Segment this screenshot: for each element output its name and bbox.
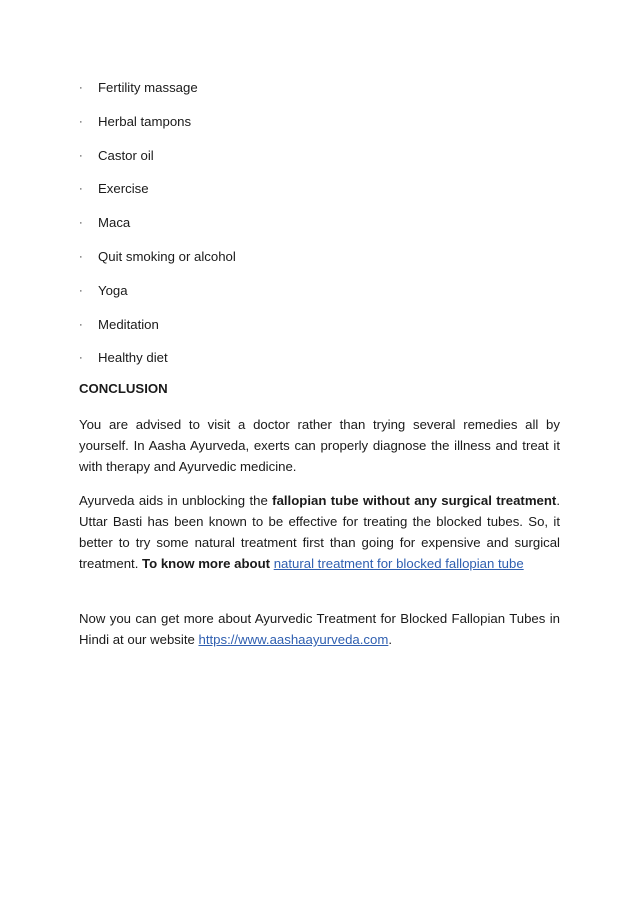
list-item-text: Exercise [98,181,149,197]
bullet-marker: · [79,250,83,263]
bullet-marker: · [79,352,83,365]
conclusion-paragraph-2 [79,490,560,574]
paragraph-text: . [388,632,393,647]
bullet-marker: · [79,318,83,331]
bullet-marker: · [79,217,83,230]
bullet-marker: · [79,82,83,94]
list-item-text: Castor oil [98,147,154,163]
paragraph-text: . Uttar Basti has been known to be effective for treating the blocked tubes. So, it better to try some natural treatment first than going for expensive and surgical treatment. [79,493,561,571]
list-item-text: Quit smoking or alcohol [98,248,236,264]
bullet-marker: · [79,183,83,196]
website-link[interactable]: https://www.aashaayurveda.com [198,632,389,647]
list-item-text: Maca [98,215,131,231]
list-item-text: Yoga [98,282,128,298]
bullet-marker: · [79,149,83,162]
conclusion-heading: CONCLUSION [79,381,168,396]
conclusion-paragraph-3 [79,608,560,650]
conclusion-paragraph-1: You are advised to visit a doctor rather than trying several remedies all by yourself. In Aasha Ayurveda, exerts can properly diagnose the illness and treat it with therapy and Ayurvedic medicine. [79,417,560,474]
list-item-text: Healthy diet [98,350,168,366]
list-item-text: Herbal tampons [98,113,192,129]
bullet-marker: · [79,284,83,297]
list-item-text: Fertility massage [98,80,198,95]
bold-text: To know more about [142,556,271,571]
list-item-text: Meditation [98,316,159,332]
natural-treatment-link[interactable]: natural treatment for blocked fallopian tube [273,556,524,571]
paragraph-text: Now you can get more about Ayurvedic Treatment for Blocked Fallopian Tubes in Hindi at our website [79,611,560,647]
paragraph-text: Ayurveda aids in unblocking the [79,493,273,508]
bold-text: fallopian tube without any surgical treatment [272,493,557,508]
bullet-marker: · [79,115,83,128]
